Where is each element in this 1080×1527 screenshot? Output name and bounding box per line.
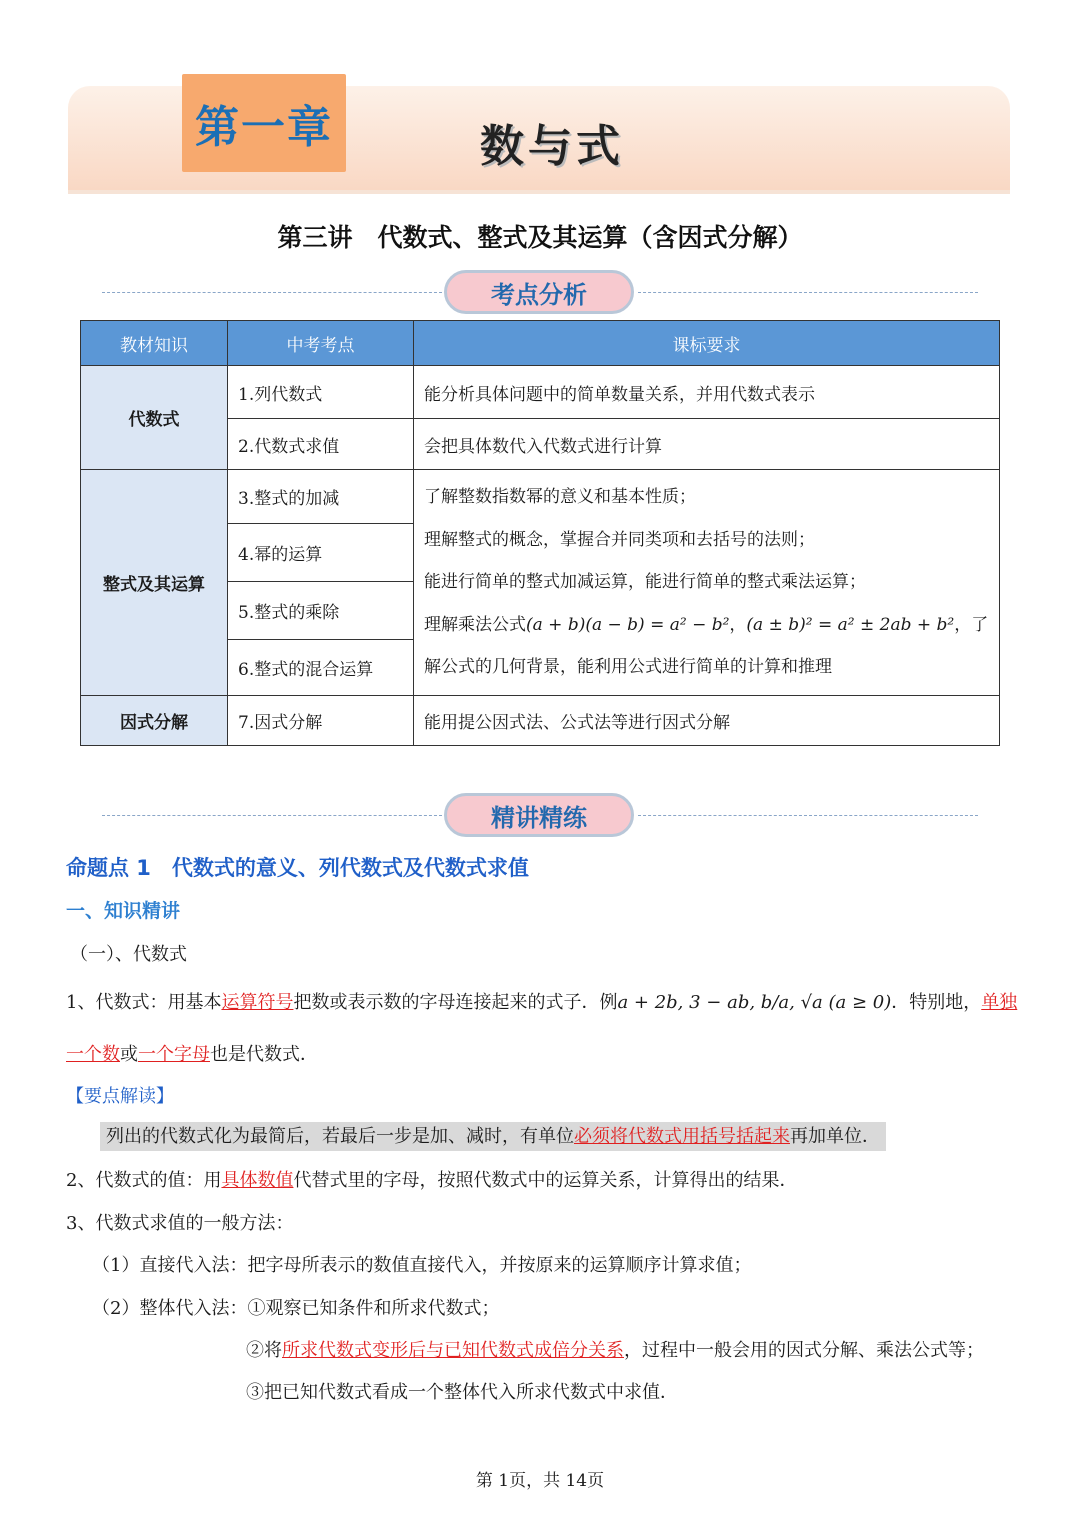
category-cell: 整式及其运算 [81,470,228,696]
value-definition: 2、代数式的值：用具体数值代替式里的字母，按照代数式中的运算关系，计算得出的结果． [66,1170,798,1191]
tip-label: 【要点解读】 [66,1086,174,1107]
point-cell: 2.代数式求值 [228,419,414,470]
method-item: （1）直接代入法：把字母所表示的数值直接代入，并按原来的运算顺序计算求值； [92,1255,752,1276]
chapter-label: 第一章 [195,102,333,153]
requirements-table [80,320,1000,746]
requirement-line: 能进行简单的整式加减运算，能进行简单的整式乘法运算； [424,572,866,592]
highlight-term: 所求代数式变形后与已知代数式成倍分关系 [282,1340,624,1361]
point-cell: 1.列代数式 [228,366,414,419]
table-header-row [81,321,1000,366]
page-footer: 第 1页，共 14页 [475,1471,605,1491]
definition-line: 1、代数式：用基本运算符号把数或表示数的字母连接起来的式子．例a + 2b, 3 − ab, b/a, √a (a ≥ 0)．特别地，单独 [66,992,1018,1013]
section-practice-pill: 精讲精练 [444,793,634,837]
part-heading: （一）、代数式 [70,944,187,965]
method-step: ②将所求代数式变形后与已知代数式成倍分关系，过程中一般会用的因式分解、乘法公式等； [246,1340,984,1361]
point-cell: 7.因式分解 [228,696,414,746]
point-cell: 3.整式的加减 [228,470,414,524]
category-cell: 代数式 [81,366,228,470]
highlight-term: 单独 [981,992,1018,1013]
highlight-term: 必须将代数式用括号括起来 [574,1126,790,1147]
header-cell: 教材知识 [81,321,228,366]
lecture-title: 第三讲 代数式、整式及其运算（含因式分解） [277,223,803,252]
highlight-term: 一个字母 [138,1044,210,1065]
tip-box: 列出的代数式化为最简后，若最后一步是加、减时，有单位必须将代数式用括号括起来再加单位． [100,1122,886,1148]
divider-right [638,292,978,293]
table-row [81,696,1000,746]
requirement-cell-multi [414,470,1000,696]
section-analysis-pill: 考点分析 [444,270,634,314]
point-cell: 4.幂的运算 [228,524,414,582]
method-step: ③把已知代数式看成一个整体代入所求代数式中求值． [246,1382,678,1403]
method-title: 3、代数式求值的一般方法： [66,1213,294,1234]
requirement-cell: 能用提公因式法、公式法等进行因式分解 [414,696,1000,746]
example-formula: a + 2b, 3 − ab, b/a, √a (a ≥ 0) [617,992,892,1013]
requirement-cell: 会把具体数代入代数式进行计算 [414,419,1000,470]
table-row [81,366,1000,419]
banner-underline [68,190,1010,194]
point-cell: 6.整式的混合运算 [228,640,414,696]
formula-perfect-square: (a ± b)² = a² ± 2ab + b² [746,614,955,635]
topic-heading: 命题点 1 代数式的意义、列代数式及代数式求值 [66,856,529,880]
divider-left [102,292,442,293]
method-item: （2）整体代入法：①观察已知条件和所求代数式； [92,1298,500,1319]
requirement-cell: 能分析具体问题中的简单数量关系，并用代数式表示 [414,366,1000,419]
chapter-badge [182,74,346,172]
highlight-term: 一个数 [66,1044,120,1065]
highlight-term: 运算符号 [221,992,294,1013]
subsection-heading: 一、知识精讲 [66,900,181,922]
requirement-line: 理解整式的概念，掌握合并同类项和去括号的法则； [424,529,815,550]
formula-difference-of-squares: (a + b)(a − b) = a² − b² [526,614,730,635]
requirement-line: 了解整数指数幂的意义和基本性质； [424,487,696,507]
chapter-title: 数与式 [480,121,624,172]
divider-right [638,815,978,816]
header-cell: 课标要求 [414,321,1000,366]
requirement-line: 理解乘法公式(a + b)(a − b) = a² − b²，(a ± b)² = a² ± 2ab + b²，了 [424,614,989,635]
category-cell: 因式分解 [81,696,228,746]
header-cell: 中考考点 [228,321,414,366]
point-cell: 5.整式的乘除 [228,582,414,640]
divider-left [102,815,442,816]
definition-line-cont: 一个数或一个字母也是代数式． [66,1044,318,1065]
requirement-line: 解公式的几何背景，能利用公式进行简单的计算和推理 [424,657,832,677]
highlight-term: 具体数值 [221,1170,294,1191]
table-row [81,470,1000,524]
